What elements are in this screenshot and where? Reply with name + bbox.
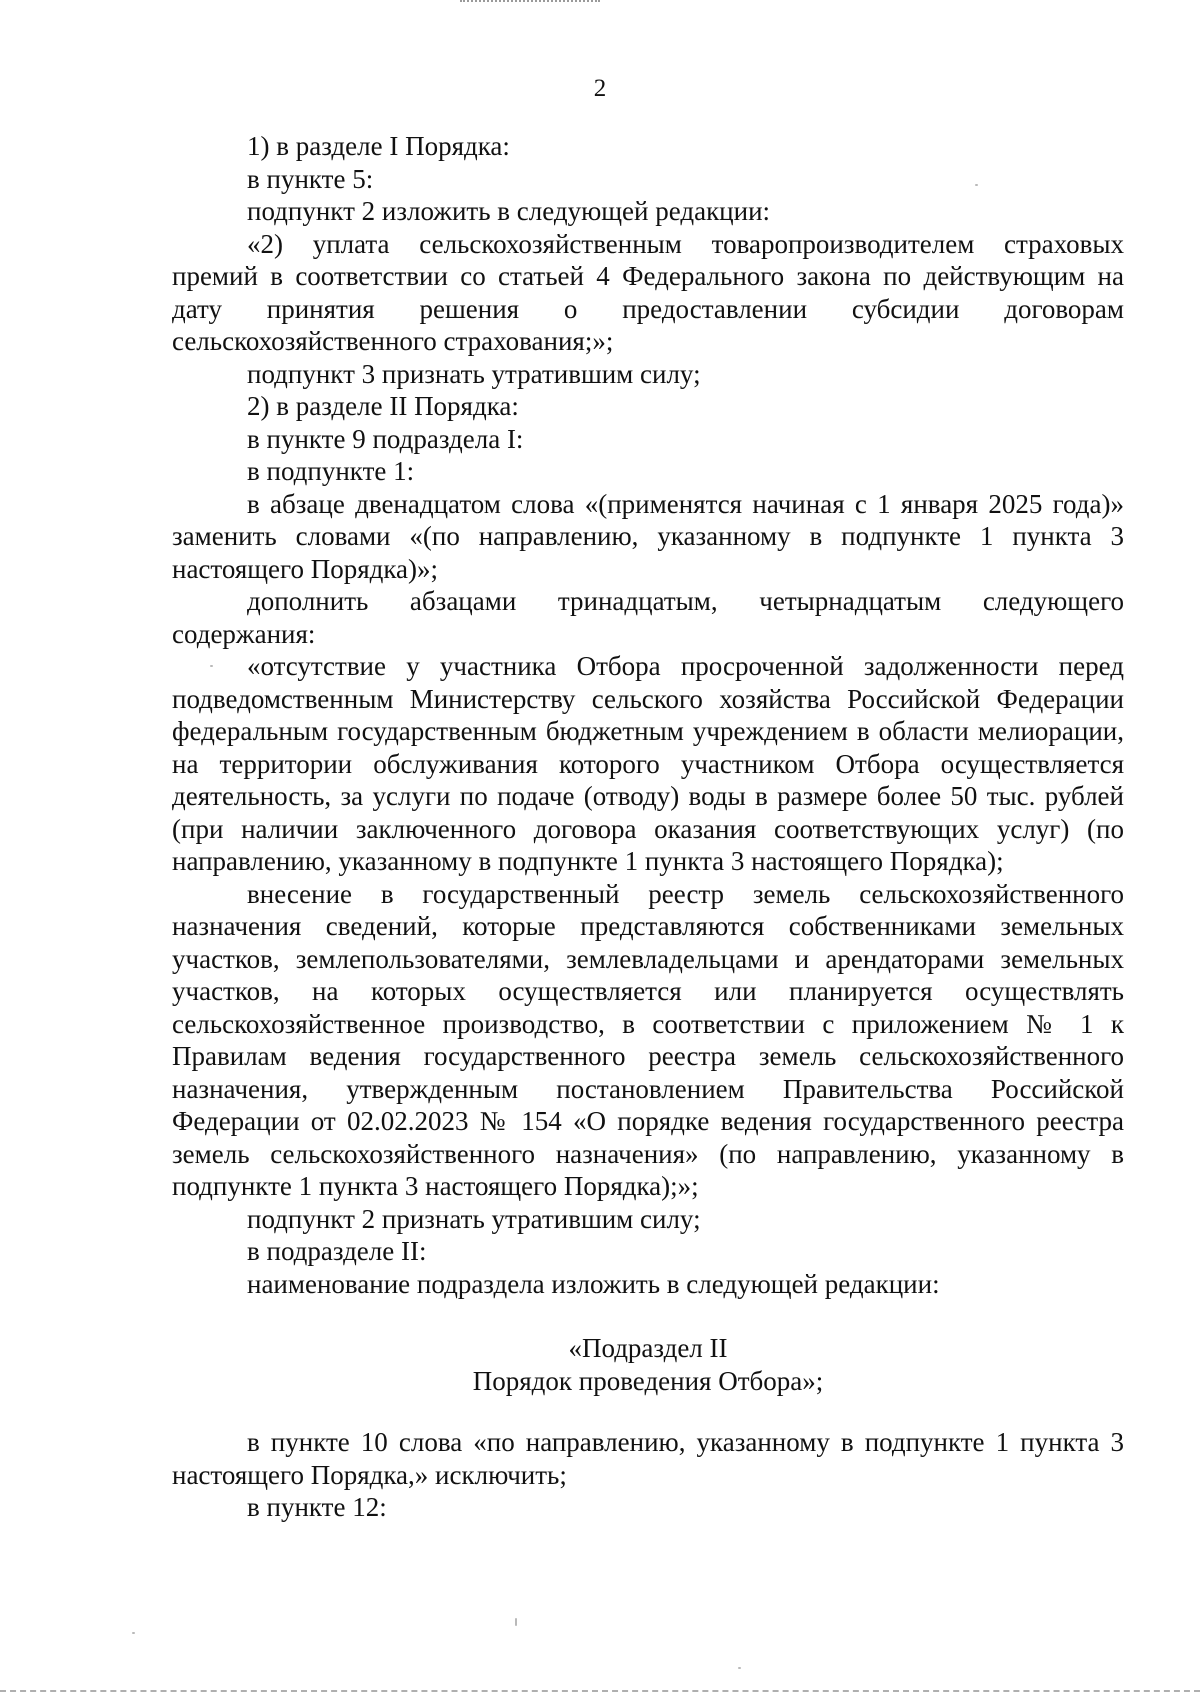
paragraph-registry: внесение в государственный реестр земель сельскохозяйственного назначения сведений, которые представляются собственниками земельных участков, землепользователями, землевладельцами и арендаторами земельных участков, на которых осуществляется или планируется осуществлять сельскохозяйственное производство, в соответствии с приложением № 1 к Правилам ведения государственного реестра земель сельскохозяйственного назначения, утвержденным постановлением Правительства Российской Федерации от 02.02.2023 № 154 «О порядке ведения государственного реестра земель сельскохозяйственного назначения» (по направлению, указанному в подпункте 1 пункта 3 настоящего Порядка);»; bbox=[172, 878, 1124, 1201]
subsection-heading-line-2: Порядок проведения Отбора»; bbox=[472, 1366, 824, 1396]
paragraph-point-9: в пункте 9 подраздела I: bbox=[247, 423, 524, 454]
subsection-heading-line-1: «Подраздел II bbox=[568, 1333, 728, 1363]
paragraph-point-5: в пункте 5: bbox=[247, 163, 374, 194]
scan-speck bbox=[132, 1632, 135, 1634]
scan-edge-top bbox=[460, 0, 600, 4]
paragraph-section-1: 1) в разделе I Порядка: bbox=[247, 131, 510, 161]
paragraph-subpoint-3-void: подпункт 3 признать утратившим силу; bbox=[247, 358, 701, 389]
page-number: 2 bbox=[593, 75, 607, 102]
paragraph-name-edit: наименование подраздела изложить в следующей редакции: bbox=[247, 1268, 940, 1299]
paragraph-point-10: в пункте 10 слова «по направлению, указанному в подпункте 1 пункта 3 настоящего Порядка,» исключить; bbox=[172, 1427, 1124, 1490]
paragraph-subpoint-2-void: подпункт 2 признать утратившим силу; bbox=[247, 1203, 701, 1234]
paragraph-subpoint-2-edit: подпункт 2 изложить в следующей редакции: bbox=[247, 196, 771, 226]
paragraph-section-2: 2) в разделе II Порядка: bbox=[247, 391, 519, 421]
scan-speck bbox=[210, 665, 213, 667]
paragraph-quote-insurance: «2) уплата сельскохозяйственным товаропроизводителем страховых премий в соответствии со статьей 4 Федерального закона по действующим на дату принятия решения о предоставлении субсидии договорам сельскохозяйственного страхования;»; bbox=[172, 228, 1124, 356]
paragraph-twelfth-abzac: в абзаце двенадцатом слова «(применятся начиная с 1 января 2025 года)» заменить словами «(по направлению, указанному в подпункте 1 пункта 3 настоящего Порядка)»; bbox=[172, 488, 1124, 584]
scan-speck bbox=[515, 1618, 517, 1626]
paragraph-quote-debt: «отсутствие у участника Отбора просроченной задолженности перед подведомственным Министерству сельского хозяйства Российской Федерации федеральным государственным бюджетным учреждением в области мелиорации, на территории обслуживания которого участником Отбора осуществляется деятельность, за услуги по подаче (отводу) воды в размере более 50 тыс. рублей (при наличии заключенного договора оказания соответствующих услуг) (по направлению, указанному в подпункте 1 пункта 3 настоящего Порядка); bbox=[172, 651, 1124, 876]
paragraph-add-abzacs: дополнить абзацами тринадцатым, четырнадцатым следующего содержания: bbox=[172, 586, 1124, 649]
scan-speck bbox=[738, 1667, 741, 1669]
paragraph-point-12: в пункте 12: bbox=[247, 1492, 387, 1522]
paragraph-subsection-2: в подразделе II: bbox=[247, 1236, 427, 1266]
document-body bbox=[172, 130, 1124, 1524]
paragraph-subpoint-1: в подпункте 1: bbox=[247, 456, 415, 486]
scan-edge-bottom bbox=[0, 1690, 1200, 1694]
scan-speck bbox=[975, 184, 978, 186]
